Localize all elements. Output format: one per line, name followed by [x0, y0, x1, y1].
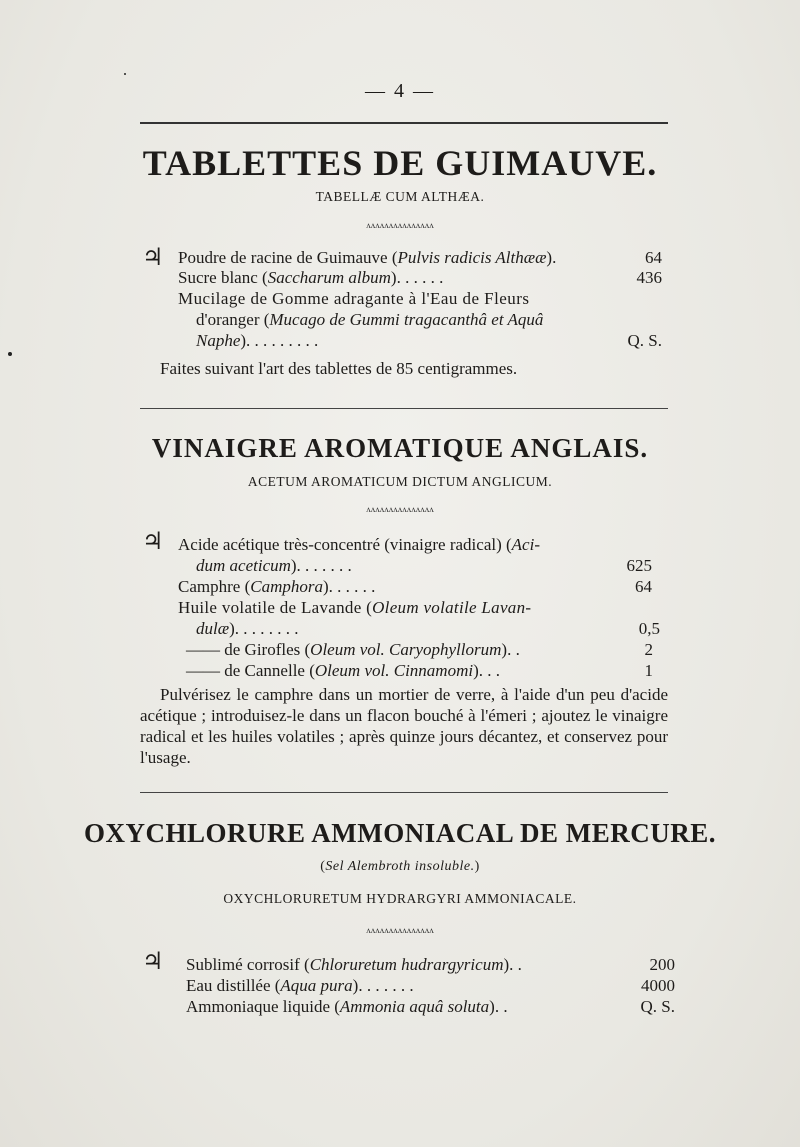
ingredient-qty: 200 — [649, 955, 675, 974]
page-number: — 4 — — [365, 80, 435, 102]
section-3-rx-symbol: ♃ — [142, 949, 164, 975]
section-3-latin-title: OXYCHLORURETUM HYDRARGYRI AMMONIACALE. — [223, 891, 577, 906]
ingredient-line: —— de Girofles (Oleum vol. Caryophyllorum). . — [186, 640, 520, 659]
section-divider — [140, 792, 668, 793]
ingredient-line: Huile volatile de Lavande (Oleum volatile Lavan- — [178, 598, 532, 617]
section-1-latin-title: TABELLÆ CUM ALTHÆA. — [315, 189, 485, 204]
section-2-rx-symbol: ♃ — [142, 529, 164, 555]
section-3-title: OXYCHLORURE AMMONIACAL DE MERCURE. — [83, 818, 716, 848]
section-1-instructions: Faites suivant l'art des tablettes de 85 centigrammes. — [160, 359, 518, 378]
section-3-ornament: ʌʌʌʌʌʌʌʌʌʌʌʌʌʌʌ — [366, 925, 434, 935]
ingredient-qty: 1 — [644, 661, 653, 680]
section-1-ornament: ʌʌʌʌʌʌʌʌʌʌʌʌʌʌʌ — [366, 220, 434, 230]
section-2-ornament: ʌʌʌʌʌʌʌʌʌʌʌʌʌʌʌ — [366, 504, 434, 514]
ingredient-qty: Q. S. — [640, 997, 675, 1016]
ingredient-line: Eau distillée (Aqua pura). . . . . . . — [186, 976, 414, 995]
ingredient-line: Naphe). . . . . . . . . — [196, 331, 319, 350]
section-2-instructions: Pulvérisez le camphre dans un mortier de verre, à l'aide d'un peu d'acide acétique ; introduisez-le dans un flacon bouché à l'émeri ; ajoutez le vinaigre radical et les huiles volatiles ; après quinze jours décantez, et conservez pour l'usage. — [140, 685, 668, 767]
header-rule — [140, 122, 668, 124]
ingredient-line: Ammoniaque liquide (Ammonia aquâ soluta). . — [186, 997, 508, 1016]
ingredient-qty: 436 — [636, 268, 662, 287]
ingredient-line: Mucilage de Gomme adragante à l'Eau de Fleurs — [178, 289, 530, 308]
ingredient-line: dum aceticum). . . . . . . — [196, 556, 352, 575]
ingredient-line: dulæ). . . . . . . . — [196, 619, 299, 638]
ingredient-line: Camphre (Camphora). . . . . . — [178, 577, 376, 596]
ingredient-qty: 4000 — [641, 976, 675, 995]
section-3-subtitle: (Sel Alembroth insoluble.) — [320, 859, 480, 874]
ingredient-line: Sucre blanc (Saccharum album). . . . . . — [178, 268, 444, 287]
section-1-title: TABLETTES DE GUIMAUVE. — [142, 143, 658, 183]
ingredient-qty: 64 — [635, 577, 652, 596]
ingredient-qty: 64 — [645, 248, 662, 267]
ingredient-qty: 625 — [626, 556, 652, 575]
section-2-latin-title: ACETUM AROMATICUM DICTUM ANGLICUM. — [247, 474, 553, 489]
ingredient-qty: 2 — [644, 640, 653, 659]
ingredient-qty: 0,5 — [638, 619, 660, 638]
ingredient-line: Sublimé corrosif (Chloruretum hudrargyricum). . — [186, 955, 522, 974]
section-1-rx-symbol: ♃ — [142, 245, 164, 271]
paper-speck — [124, 73, 126, 75]
section-divider — [140, 408, 668, 409]
ingredient-qty: Q. S. — [627, 331, 662, 350]
ingredient-line: Acide acétique très-concentré (vinaigre radical) (Aci- — [178, 535, 540, 554]
ingredient-line: —— de Cannelle (Oleum vol. Cinnamomi). . . — [186, 661, 500, 680]
section-2-title: VINAIGRE AROMATIQUE ANGLAIS. — [151, 433, 649, 463]
ingredient-line: d'oranger (Mucago de Gummi tragacanthâ et Aquâ — [196, 310, 544, 329]
ingredient-line: Poudre de racine de Guimauve (Pulvis radicis Althææ). — [178, 248, 557, 267]
paper-speck — [8, 352, 12, 356]
